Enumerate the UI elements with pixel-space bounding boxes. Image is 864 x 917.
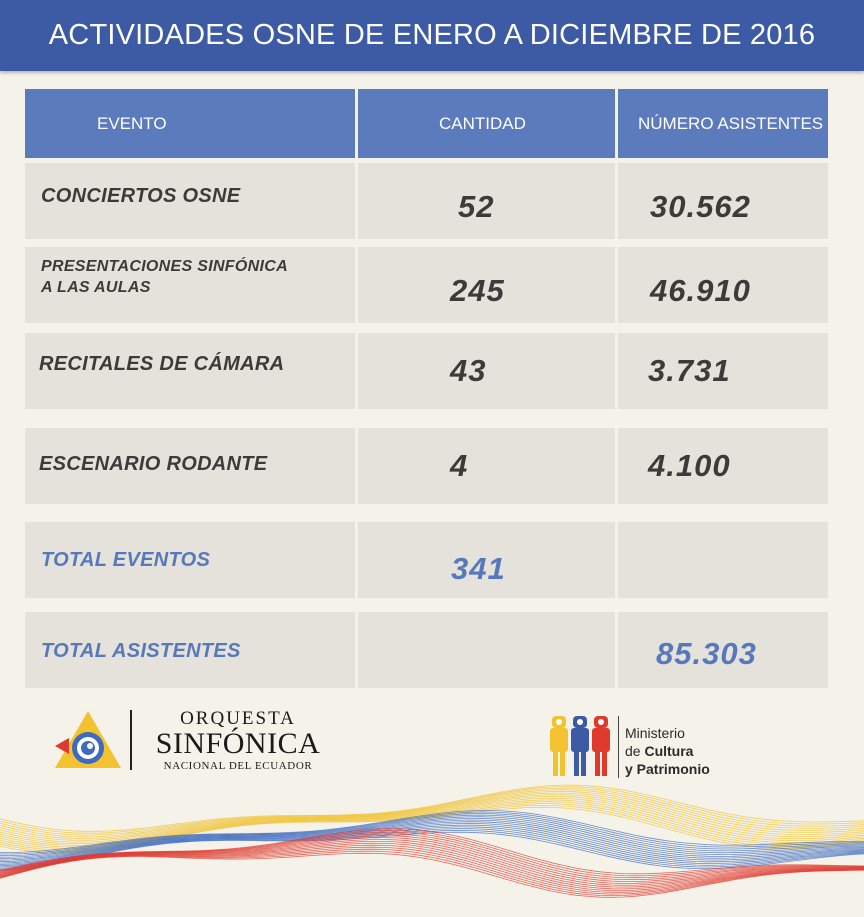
evento-cell — [25, 428, 355, 504]
total-eventos-label-cell — [25, 522, 355, 598]
asistentes-cell — [618, 163, 828, 239]
asistentes-value: 3.731 — [648, 353, 731, 388]
cantidad-cell — [358, 333, 615, 409]
header-evento: EVENTO — [97, 113, 167, 133]
orquesta-wordmark — [143, 708, 333, 772]
evento-cell — [25, 333, 355, 409]
title-banner — [0, 0, 864, 71]
evento-label-line1: PRESENTACIONES SINFÓNICA — [41, 258, 288, 275]
cantidad-cell — [358, 163, 615, 239]
empty-cell — [358, 612, 615, 688]
cantidad-value: 245 — [450, 273, 505, 308]
orquesta-emblem-icon — [55, 708, 125, 778]
cantidad-value: 4 — [450, 448, 469, 483]
total-eventos-row — [25, 522, 828, 598]
orquesta-line3: NACIONAL DEL ECUADOR — [163, 760, 313, 772]
cantidad-value: 43 — [450, 353, 487, 388]
ministerio-line2-prefix: de — [625, 743, 645, 759]
asistentes-value: 30.562 — [650, 189, 751, 224]
page-title: ACTIVIDADES OSNE DE ENERO A DICIEMBRE DE 2016 — [48, 19, 816, 51]
header-asistentes: NÚMERO ASISTENTES — [638, 113, 824, 133]
evento-label — [41, 256, 288, 298]
total-eventos-value-cell — [358, 522, 615, 598]
total-asistentes-row — [25, 612, 828, 688]
cantidad-cell — [358, 428, 615, 504]
table-row — [25, 333, 828, 409]
table-row — [25, 428, 828, 504]
asistentes-cell — [618, 247, 828, 323]
ministerio-line2-bold: Cultura — [644, 743, 694, 759]
cantidad-value: 52 — [458, 189, 495, 224]
logo-divider — [130, 710, 132, 770]
flag-waves-decoration — [0, 780, 864, 917]
evento-cell — [25, 163, 355, 239]
total-asistentes-label: TOTAL ASISTENTES — [41, 640, 241, 662]
header-divider — [355, 89, 358, 158]
ministerio-line3: y Patrimonio — [625, 761, 710, 777]
table-row — [25, 247, 828, 323]
total-asistentes-label-cell — [25, 612, 355, 688]
logo-divider — [618, 716, 619, 778]
cantidad-cell — [358, 247, 615, 323]
ministerio-logo — [548, 714, 748, 784]
ministerio-wordmark — [625, 724, 710, 778]
evento-label: RECITALES DE CÁMARA — [39, 353, 285, 375]
empty-cell — [618, 522, 828, 598]
ministerio-line2 — [625, 742, 710, 760]
evento-label: ESCENARIO RODANTE — [39, 453, 268, 475]
asistentes-value: 46.910 — [650, 273, 751, 308]
asistentes-value: 4.100 — [648, 448, 731, 483]
header-divider — [615, 89, 618, 158]
asistentes-cell — [618, 428, 828, 504]
table-row — [25, 163, 828, 239]
total-asistentes-value-cell — [618, 612, 828, 688]
ministerio-figures-icon — [548, 714, 612, 778]
evento-label-line2: A LAS AULAS — [41, 279, 151, 296]
evento-cell — [25, 247, 355, 323]
wave-line — [0, 830, 864, 869]
orquesta-line1: ORQUESTA — [180, 708, 296, 729]
table-header — [25, 89, 828, 158]
total-asistentes-value: 85.303 — [656, 636, 757, 671]
orquesta-logo — [55, 708, 345, 778]
evento-label: CONCIERTOS OSNE — [41, 185, 241, 207]
total-eventos-value: 341 — [451, 551, 506, 586]
asistentes-cell — [618, 333, 828, 409]
ministerio-line1: Ministerio — [625, 725, 685, 741]
header-cantidad: CANTIDAD — [439, 113, 526, 133]
total-eventos-label: TOTAL EVENTOS — [41, 549, 211, 571]
orquesta-line2: SINFÓNICA — [155, 727, 321, 760]
